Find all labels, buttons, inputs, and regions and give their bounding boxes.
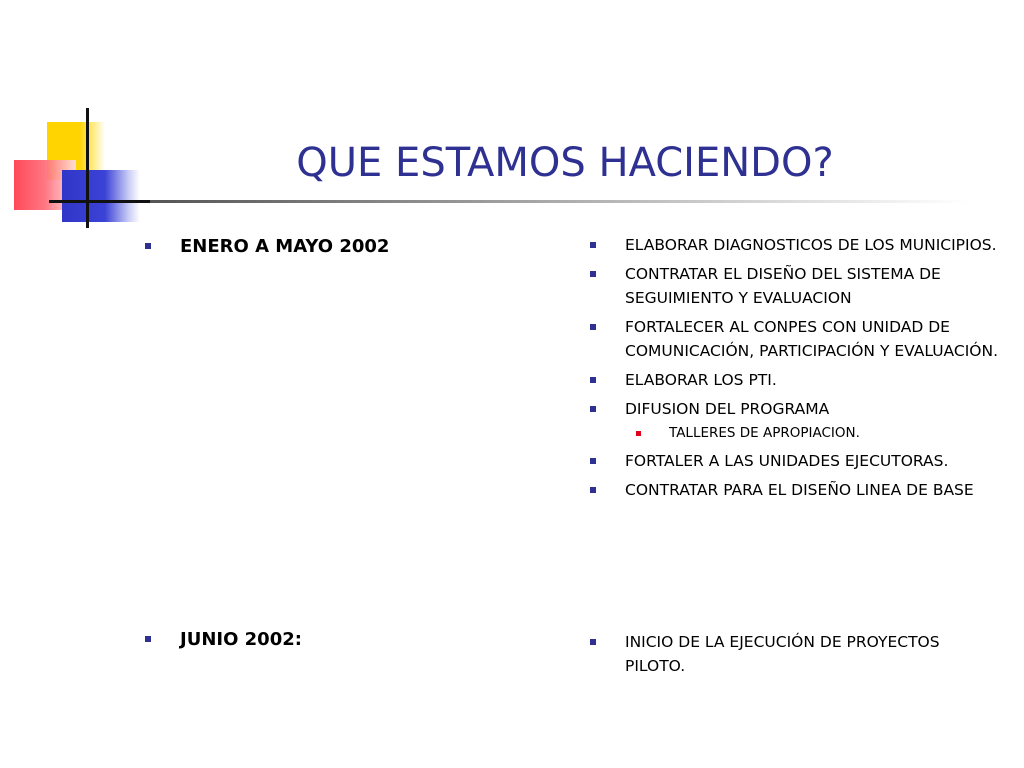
list-item: ELABORAR LOS PTI.	[590, 368, 1000, 392]
slide-title: QUE ESTAMOS HACIENDO?	[296, 140, 834, 186]
activity-list-2	[590, 630, 1000, 683]
period-label: ENERO A MAYO 2002	[180, 236, 390, 257]
left-item-period2	[145, 629, 302, 650]
list-item: FORTALER A LAS UNIDADES EJECUTORAS.	[590, 449, 1000, 473]
sub-bullet-icon	[636, 431, 641, 436]
list-item: DIFUSION DEL PROGRAMA	[590, 397, 1000, 421]
activity-list-1	[590, 233, 1000, 507]
bullet-icon	[145, 243, 151, 249]
bullet-icon	[590, 639, 596, 645]
bullet-icon	[590, 406, 596, 412]
list-item: INICIO DE LA EJECUCIÓN DE PROYECTOS PILOTO.	[590, 630, 1000, 678]
list-item: CONTRATAR PARA EL DISEÑO LINEA DE BASE	[590, 478, 1000, 502]
bullet-icon	[590, 271, 596, 277]
title-divider	[150, 200, 970, 203]
list-item: FORTALECER AL CONPES CON UNIDAD DE COMUNICACIÓN, PARTICIPACIÓN Y EVALUACIÓN.	[590, 315, 1000, 363]
bullet-icon	[145, 636, 151, 642]
left-item-period1	[145, 236, 389, 257]
list-item: CONTRATAR EL DISEÑO DEL SISTEMA DE SEGUIMIENTO Y EVALUACION	[590, 262, 1000, 310]
list-item: ELABORAR DIAGNOSTICOS DE LOS MUNICIPIOS.	[590, 233, 1000, 257]
bullet-icon	[590, 487, 596, 493]
bullet-icon	[590, 324, 596, 330]
bullet-icon	[590, 242, 596, 248]
bullet-icon	[590, 458, 596, 464]
bullet-icon	[590, 377, 596, 383]
sub-list-item: TALLERES DE APROPIACION.	[636, 423, 1000, 443]
period-label: JUNIO 2002:	[180, 629, 302, 650]
